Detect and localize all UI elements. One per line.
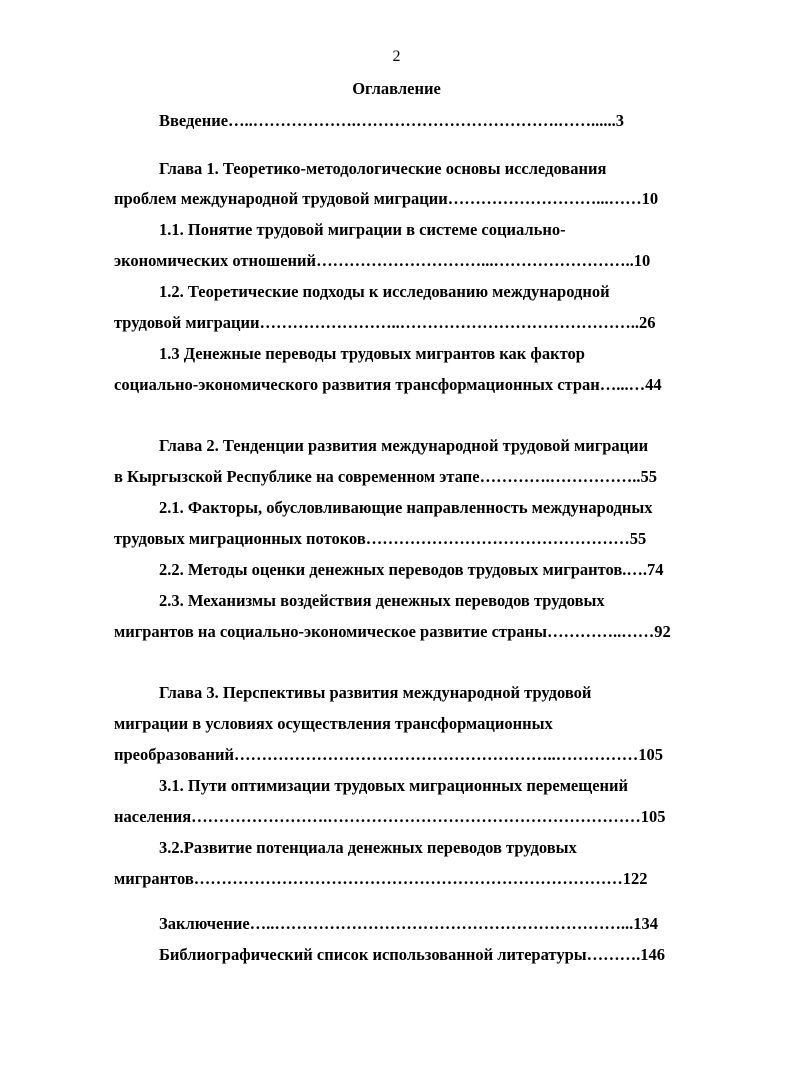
toc-section-3-1-line-2: населения…………………….…………………………………………………105 [114, 807, 666, 826]
toc-section-1-2-line-1: 1.2. Теоретические подходы к исследованию международной [159, 282, 610, 301]
toc-section-3-2-line-2: мигрантов……………………………………………………………………122 [114, 869, 648, 888]
toc-section-2-3-line-2: мигрантов на социально-экономическое развитие страны…………..……92 [114, 622, 671, 641]
toc-section-2-1-line-2: трудовых миграционных потоков…………………………………………55 [114, 529, 647, 548]
toc-chapter-1-line-2: проблем международной трудовой миграции………………………...……10 [114, 189, 659, 208]
toc-chapter-3-line-3: преобразований…………………………………………………..……………105 [114, 745, 663, 764]
toc-section-1-1-line-1: 1.1. Понятие трудовой миграции в системе социально- [159, 220, 566, 239]
toc-conclusion[interactable]: Заключение…..………………………………………………………...134 [159, 914, 659, 933]
toc-section-1-1-line-2: экономических отношений…………………………...……………………..10 [114, 251, 651, 270]
toc-chapter-3-line-1: Глава 3. Перспективы развития международной трудовой [159, 683, 592, 702]
toc-title: Оглавление [352, 79, 441, 98]
toc-intro[interactable]: Введение…..……………….……………………………….……......3 [159, 111, 625, 130]
toc-section-1-3-line-2: социально-экономического развития трансформационных стран…...…44 [114, 375, 662, 394]
toc-section-2-3-line-1: 2.3. Механизмы воздействия денежных переводов трудовых [159, 591, 605, 610]
toc-chapter-3-line-2: миграции в условиях осуществления трансформационных [114, 714, 553, 733]
toc-section-2-1-line-1: 2.1. Факторы, обусловливающие направленность международных [159, 498, 653, 517]
toc-bibliography[interactable]: Библиографический список использованной литературы……….146 [159, 945, 665, 964]
toc-chapter-2-line-1: Глава 2. Тенденции развития международной трудовой миграции [159, 436, 649, 455]
page-number: 2 [392, 48, 401, 65]
toc-section-3-1-line-1: 3.1. Пути оптимизации трудовых миграционных перемещений [159, 776, 629, 795]
toc-chapter-1-line-1: Глава 1. Теоретико-методологические основы исследования [159, 159, 607, 178]
toc-section-2-2[interactable]: 2.2. Методы оценки денежных переводов трудовых мигрантов.….74 [159, 560, 664, 579]
toc-section-1-2-line-2: трудовой миграции……………………..……………………………………..26 [114, 313, 656, 332]
toc-chapter-2-line-2: в Кыргызской Республике на современном этапе………….……………..55 [114, 467, 657, 486]
toc-section-1-3-line-1: 1.3 Денежные переводы трудовых мигрантов как фактор [159, 344, 585, 363]
toc-section-3-2-line-1: 3.2.Развитие потенциала денежных переводов трудовых [159, 838, 577, 857]
